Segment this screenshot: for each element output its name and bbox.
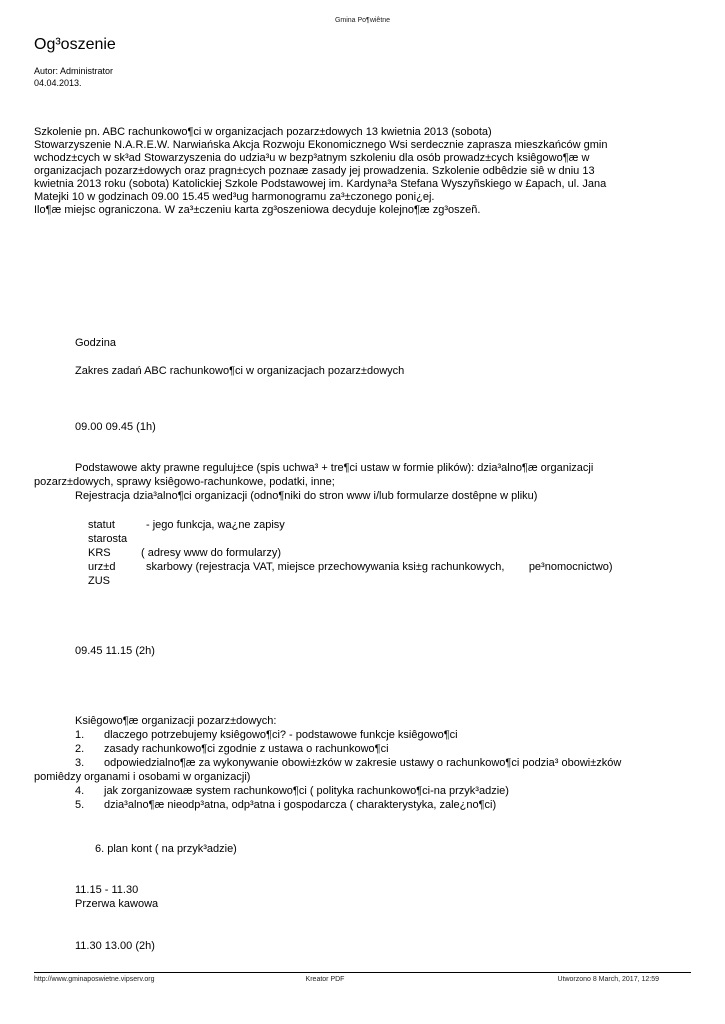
reg-item-desc: skarbowy (rejestracja VAT, miejsce przechowywania ksi±g rachunkowych, pe³nomocnictwo): [146, 561, 613, 573]
reg-item-label: urz±d: [88, 561, 116, 573]
session-2-time: 09.45 11.15 (2h): [75, 645, 155, 657]
reg-item-label: statut: [88, 519, 115, 531]
list-item-continuation: pomiêdzy organami i osobami w organizacji): [34, 771, 251, 783]
footer-divider: [34, 972, 691, 973]
list-item: dlaczego potrzebujemy ksiêgowo¶ci? - podstawowe funkcje ksiêgowo¶ci: [104, 729, 458, 741]
list-item-number: 2.: [75, 743, 85, 755]
list-item-number: 4.: [75, 785, 85, 797]
session-2-heading: Ksiêgowo¶æ organizacji pozarz±dowych:: [75, 715, 277, 727]
session-1-line: pozarz±dowych, sprawy ksiêgowo-rachunkowe, podatki, inne;: [34, 476, 335, 488]
session-3-time: 11.30 13.00 (2h): [75, 940, 155, 952]
break-time: 11.15 - 11.30: [75, 884, 139, 896]
footer-url-link[interactable]: http://www.gminaposwietne.vipserv.org: [34, 976, 155, 983]
break-label: Przerwa kawowa: [75, 898, 159, 910]
reg-item-label: ZUS: [88, 575, 110, 587]
author-line: Autor: Administrator: [34, 66, 114, 76]
list-item: dzia³alno¶æ nieodp³atna, odp³atna i gospodarcza ( charakterystyka, zale¿no¶ci): [104, 799, 497, 811]
intro-line: Ilo¶æ miejsc ograniczona. W za³±czeniu karta zg³oszeniowa decyduje kolejno¶æ zg³oszeñ.: [34, 204, 481, 216]
list-item-number: 1.: [75, 729, 85, 741]
intro-line: Stowarzyszenie N.A.R.E.W. Narwiańska Akcja Rozwoju Ekonomicznego Wsi serdecznie zaprasza mieszkańców gmin: [34, 139, 608, 151]
intro-line: kwietnia 2013 roku (sobota) Katolickiej Szkole Podstawowej im. Kardyna³a Stefana Wyszyñskiego w £apach, ul. Jana: [34, 178, 607, 190]
intro-line: wchodz±cych w sk³ad Stowarzyszenia do udzia³u w bezp³atnym szkoleniu dla osób prowadz±cych ksiêgowo¶æ w: [34, 152, 590, 164]
list-item: 6. plan kont ( na przyk³adzie): [95, 843, 237, 855]
intro-line: organizacjach pozarz±dowych oraz pragn±cych poznaæ zasady jej prowadzenia. Szkolenie odbêdzie siê w dniu 13: [34, 165, 595, 177]
list-item: jak zorganizowaæ system rachunkowo¶ci ( polityka rachunkowo¶ci-na przyk³adzie): [104, 785, 509, 797]
list-item: zasady rachunkowo¶ci zgodnie z ustawa o rachunkowo¶ci: [104, 743, 389, 755]
session-1-time: 09.00 09.45 (1h): [75, 421, 156, 433]
intro-line: Szkolenie pn. ABC rachunkowo¶ci w organizacjach pozarz±dowych 13 kwietnia 2013 (sobota): [34, 126, 492, 138]
schedule-col-scope: Zakres zadań ABC rachunkowo¶ci w organizacjach pozarz±dowych: [75, 365, 405, 377]
intro-paragraph: [34, 126, 607, 217]
reg-item-label: KRS: [88, 547, 111, 559]
session-1-line: Rejestracja dzia³alno¶ci organizacji (odno¶niki do stron www i/lub formularze dostêpne w pliku): [75, 490, 538, 502]
reg-item-desc: ( adresy www do formularzy): [141, 547, 281, 559]
schedule-col-hour: Godzina: [75, 337, 116, 349]
footer-generator: Kreator PDF: [305, 976, 345, 983]
list-item-number: 3.: [75, 757, 85, 769]
publish-date: 04.04.2013.: [34, 78, 82, 88]
page-header-site-name: Gmina Po¶wiêtne: [334, 17, 391, 24]
intro-line: Matejki 10 w godzinach 09.00 15.45 wed³ug harmonogramu za³±czonego poni¿ej.: [34, 191, 435, 203]
session-1-line: Podstawowe akty prawne reguluj±ce (spis uchwa³ + tre¶ci ustaw w formie plików): dzia³alno¶æ organizacji: [75, 462, 594, 474]
list-item: odpowiedzialno¶æ za wykonywanie obowi±zków w zakresie ustawy o rachunkowo¶ci podzia³ obowi±zków: [104, 757, 622, 769]
page-title: Og³oszenie: [34, 36, 116, 53]
reg-item-label: starosta: [88, 533, 128, 545]
list-item-number: 5.: [75, 799, 85, 811]
reg-item-desc: - jego funkcja, wa¿ne zapisy: [146, 519, 285, 531]
footer-created-date: Utworzono 8 March, 2017, 12:59: [557, 976, 659, 983]
